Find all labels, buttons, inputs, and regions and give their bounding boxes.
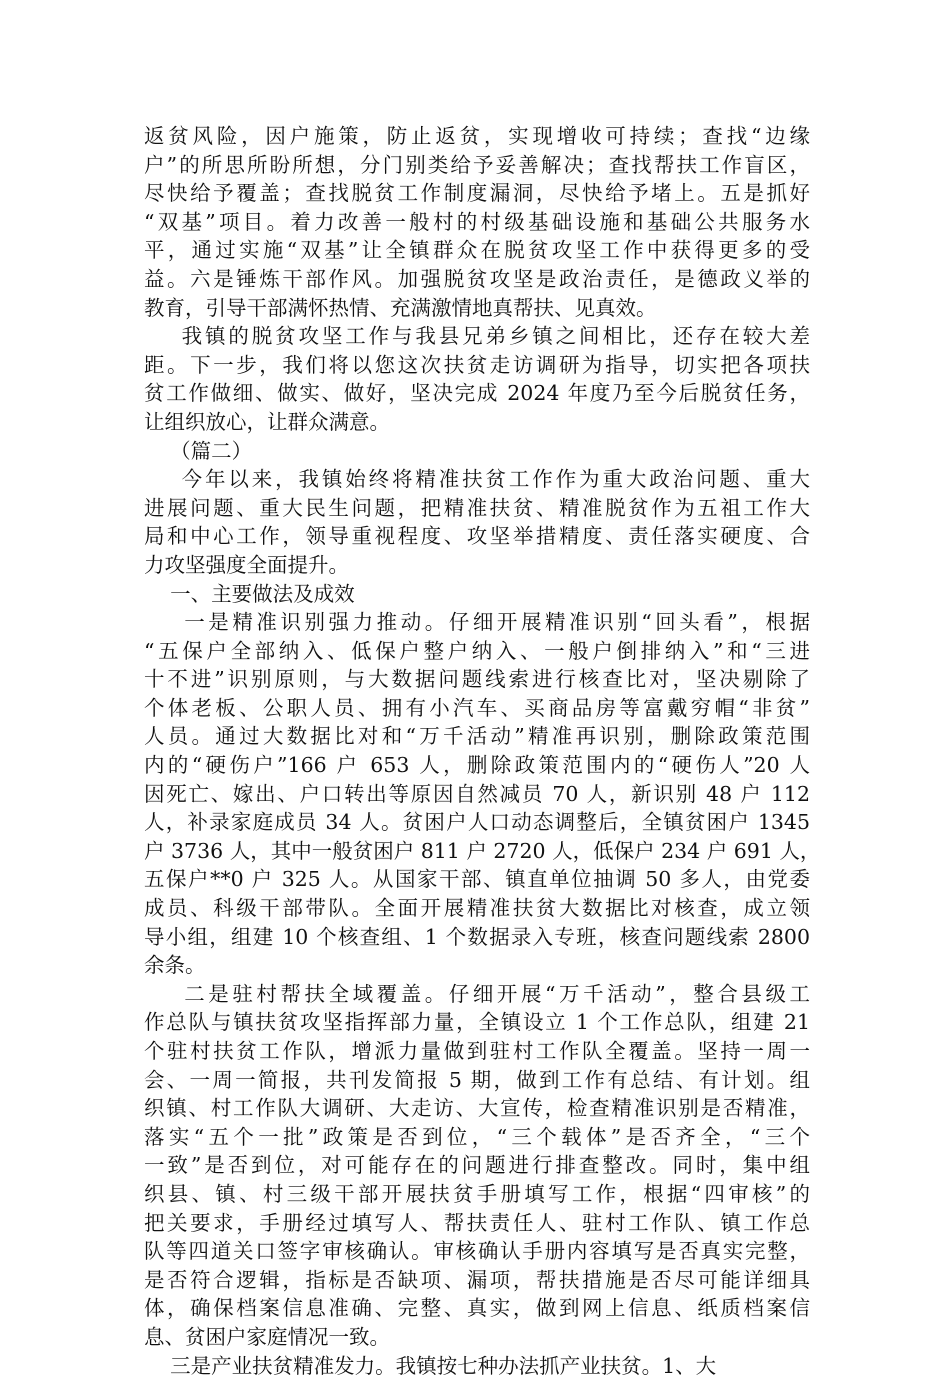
paragraph — [144, 122, 810, 322]
text-line: 把关要求，手册经过填写人、帮扶责任人、驻村工作队、镇工作总 — [144, 1210, 810, 1235]
text-line: 个驻村扶贫工作队，增派力量做到驻村工作队全覆盖。坚持一周一 — [144, 1039, 810, 1063]
text-line: 成员、科级干部带队。全面开展精准扶贫大数据比对核查，成立领 — [144, 896, 810, 921]
text-line: 体，确保档案信息准确、完整、真实，做到网上信息、纸质档案信 — [144, 1296, 810, 1321]
paragraph — [144, 1352, 810, 1380]
text-line: 织镇、村工作队大调研、大走访、大宣传，检查精准识别是否精准， — [144, 1096, 810, 1121]
paragraph — [144, 980, 810, 1352]
text-line: 今年以来，我镇始终将精准扶贫工作作为重大政治问题、重大 — [144, 467, 810, 492]
text-line: 因死亡、嫁出、户口转出等原因自然减员 70 人，新识别 48 户 112 — [144, 781, 810, 806]
text-line: 我镇的脱贫攻坚工作与我县兄弟乡镇之间相比，还存在较大差 — [144, 324, 810, 349]
paragraph — [144, 322, 810, 436]
text-line: （篇二） — [144, 438, 253, 463]
text-line: 进展问题、重大民生问题，把精准扶贫、精准脱贫作为五祖工作大 — [144, 495, 810, 520]
text-line: 平，通过实施“双基”让全镇群众在脱贫攻坚工作中获得更多的受 — [144, 238, 810, 263]
text-line: 息、贫困户家庭情况一致。 — [144, 1324, 390, 1349]
text-line: 户 3736 人，其中一般贫困户 811 户 2720 人，低保户 234 户 691 人， — [144, 838, 821, 863]
text-line: 导小组，组建 10 个核查组、1 个数据录入专班，核查问题线索 2800 — [144, 924, 810, 949]
text-line: 力攻坚强度全面提升。 — [144, 552, 349, 577]
text-line: 会、一周一简报，共刊发简报 5 期，做到工作有总结、有计划。组 — [144, 1067, 810, 1092]
text-line: 余条。 — [144, 953, 206, 978]
text-line: 一致”是否到位，对可能存在的问题进行排查整改。同时，集中组 — [144, 1153, 810, 1178]
text-line: 内的“硬伤户”166 户 653 人，删除政策范围内的“硬伤人”20 人 — [144, 753, 810, 778]
paragraph — [144, 580, 810, 609]
text-line: 益。六是锤炼干部作风。加强脱贫攻坚是政治责任，是德政义举的 — [144, 266, 810, 291]
paragraph — [144, 437, 810, 466]
text-line: 二是驻村帮扶全域覆盖。仔细开展“万千活动”，整合县级工 — [144, 981, 810, 1006]
paragraph — [144, 608, 821, 980]
text-line: 一、主要做法及成效 — [144, 581, 355, 606]
text-line: 是否符合逻辑，指标是否缺项、漏项，帮扶措施是否尽可能详细具 — [144, 1267, 810, 1292]
text-line: 户”的所思所盼所想，分门别类给予妥善解决；查找帮扶工作盲区， — [144, 152, 810, 177]
text-line: 个体老板、公职人员、拥有小汽车、买商品房等富戴穷帽“非贫” — [144, 695, 810, 720]
text-line: 人员。通过大数据比对和“万千活动”精准再识别，删除政策范围 — [144, 724, 810, 749]
text-line: 贫工作做细、做实、做好，坚决完成 2024 年度乃至今后脱贫任务， — [144, 381, 810, 406]
text-line: 教育，引导干部满怀热情、充满激情地真帮扶、见真效。 — [144, 295, 657, 320]
document-body — [144, 122, 821, 1380]
text-line: 作总队与镇扶贫攻坚指挥部力量，全镇设立 1 个工作总队，组建 21 — [144, 1010, 810, 1035]
text-line: 三是产业扶贫精准发力。我镇按七种办法抓产业扶贫。1、大 — [144, 1353, 717, 1378]
text-line: 一是精准识别强力推动。仔细开展精准识别“回头看”，根据 — [144, 610, 810, 635]
text-line: 人，补录家庭成员 34 人。贫困户人口动态调整后，全镇贫困户 1345 — [144, 810, 810, 835]
text-line: 落实“五个一批”政策是否到位，“三个载体”是否齐全，“三个 — [144, 1124, 810, 1149]
text-line: “双基”项目。着力改善一般村的村级基础设施和基础公共服务水 — [144, 209, 810, 234]
text-line: 十不进”识别原则，与大数据问题线索进行核查比对，坚决剔除了 — [144, 667, 810, 692]
text-line: “五保户全部纳入、低保户整户纳入、一般户倒排纳入”和“三进 — [144, 638, 810, 663]
text-line: 尽快给予覆盖；查找脱贫工作制度漏洞，尽快给予堵上。五是抓好 — [144, 181, 810, 206]
text-line: 队等四道关口签字审核确认。审核确认手册内容填写是否真实完整， — [144, 1239, 810, 1264]
text-line: 距。下一步，我们将以您这次扶贫走访调研为指导，切实把各项扶 — [144, 352, 810, 377]
text-line: 局和中心工作，领导重视程度、攻坚举措精度、责任落实硬度、合 — [144, 524, 810, 549]
paragraph — [144, 465, 810, 579]
text-line: 让组织放心，让群众满意。 — [144, 409, 390, 434]
text-line: 五保户**0 户 325 人。从国家干部、镇直单位抽调 50 多人，由党委 — [144, 867, 810, 892]
text-line: 织县、镇、村三级干部开展扶贫手册填写工作，根据“四审核”的 — [144, 1181, 810, 1206]
text-line: 返贫风险，因户施策，防止返贫，实现增收可持续；查找“边缘 — [144, 124, 810, 148]
